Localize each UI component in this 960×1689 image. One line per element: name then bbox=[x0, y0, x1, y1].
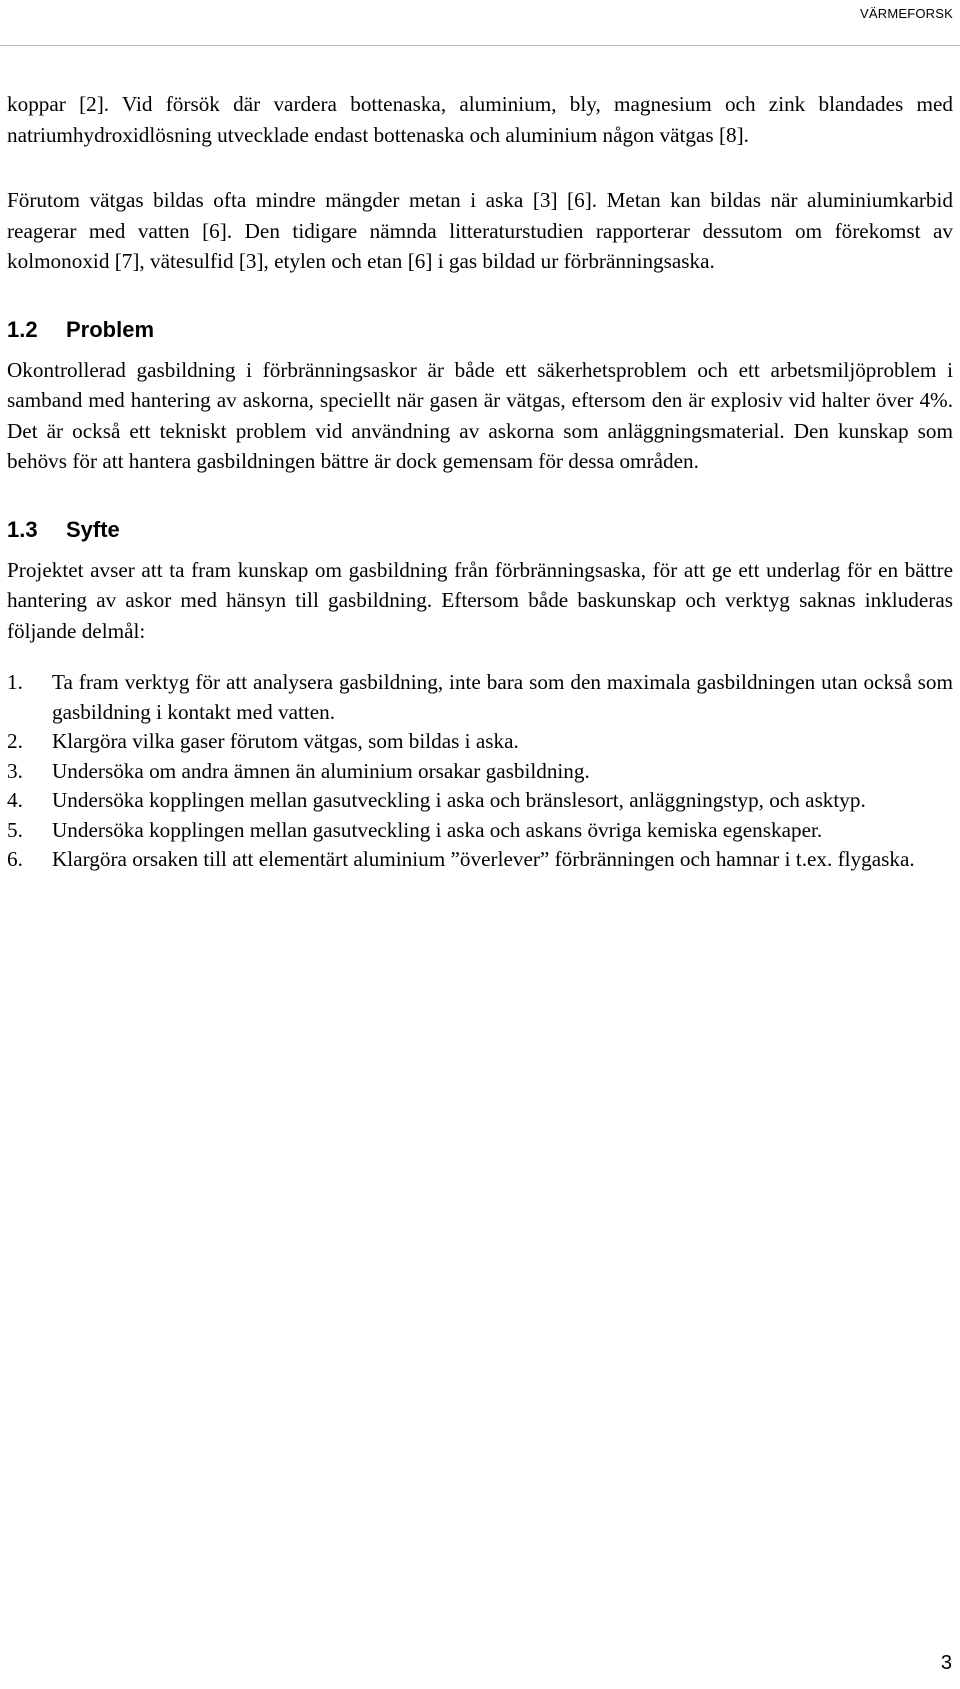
section-title: Problem bbox=[66, 316, 155, 342]
list-item-text: Undersöka om andra ämnen än aluminium orsakar gasbildning. bbox=[52, 758, 590, 783]
section-number: 1.2 bbox=[7, 316, 38, 342]
running-header: VÄRMEFORSK bbox=[859, 6, 953, 21]
list-item bbox=[7, 845, 953, 875]
section-title: Syfte bbox=[66, 516, 120, 542]
list-item-number: 6. bbox=[7, 847, 23, 871]
paragraph-intro: koppar [2]. Vid försök där vardera bottenaska, aluminium, bly, magnesium och zink blandades med natriumhydroxidlösning utvecklade endast bottenaska och aluminium någon vätgas [8]. bbox=[7, 92, 953, 147]
list-item bbox=[7, 668, 953, 727]
list-item-number: 4. bbox=[7, 788, 23, 812]
paragraph-syfte: Projektet avser att ta fram kunskap om gasbildning från förbränningsaska, för att ge ett underlag för en bättre hantering av askor med hänsyn till gasbildning. Eftersom både baskunskap och verktyg saknas inkluderas följande delmål: bbox=[7, 557, 953, 643]
list-item bbox=[7, 757, 953, 787]
list-item-number: 5. bbox=[7, 817, 23, 842]
list-item-text: Klargöra orsaken till att elementärt aluminium ”överlever” förbränningen och hamnar i t.ex. flygaska. bbox=[52, 847, 915, 871]
paragraph-gases: Förutom vätgas bildas ofta mindre mängder metan i aska [3] [6]. Metan kan bildas när aluminiumkarbid reagerar med vatten [6]. Den tidigare nämnda litteraturstudien rapporterar dessutom om förekomst av kolmonoxid [7], vätesulfid [3], etylen och etan [6] i gas bildad ur förbränningsaska. bbox=[7, 188, 953, 273]
page-body bbox=[7, 89, 953, 875]
section-heading-problem bbox=[7, 315, 953, 345]
section-number: 1.3 bbox=[7, 516, 38, 542]
header-divider bbox=[0, 45, 960, 46]
list-item-text: Undersöka kopplingen mellan gasutveckling i aska och askans övriga kemiska egenskaper. bbox=[52, 817, 823, 842]
paragraph-problem: Okontrollerad gasbildning i förbränningsaskor är både ett säkerhetsproblem och ett arbetsmiljöproblem i samband med hantering av askorna, speciellt när gasen är vätgas, eftersom den är explosiv vid halter över 4%. Det är också ett tekniskt problem vid användning av askorna som anläggningsmaterial. Den kunskap som behövs för att hantera gasbildningen bättre är dock gemensam för dessa områden. bbox=[7, 357, 953, 473]
list-item bbox=[7, 816, 953, 846]
goals-list bbox=[7, 668, 953, 875]
list-item-text: Klargöra vilka gaser förutom vätgas, som bildas i aska. bbox=[52, 729, 519, 753]
list-item-number: 3. bbox=[7, 758, 23, 783]
list-item bbox=[7, 786, 953, 816]
list-item-number: 1. bbox=[7, 670, 23, 694]
section-heading-syfte bbox=[7, 515, 953, 545]
page-number: 3 bbox=[940, 1652, 952, 1674]
list-item-number: 2. bbox=[7, 729, 23, 753]
list-item-text: Ta fram verktyg för att analysera gasbildning, inte bara som den maximala gasbildningen utan också som gasbildning i kontakt med vatten. bbox=[52, 670, 953, 724]
list-item bbox=[7, 727, 953, 757]
list-item-text: Undersöka kopplingen mellan gasutveckling i aska och bränslesort, anläggningstyp, och asktyp. bbox=[52, 788, 866, 812]
